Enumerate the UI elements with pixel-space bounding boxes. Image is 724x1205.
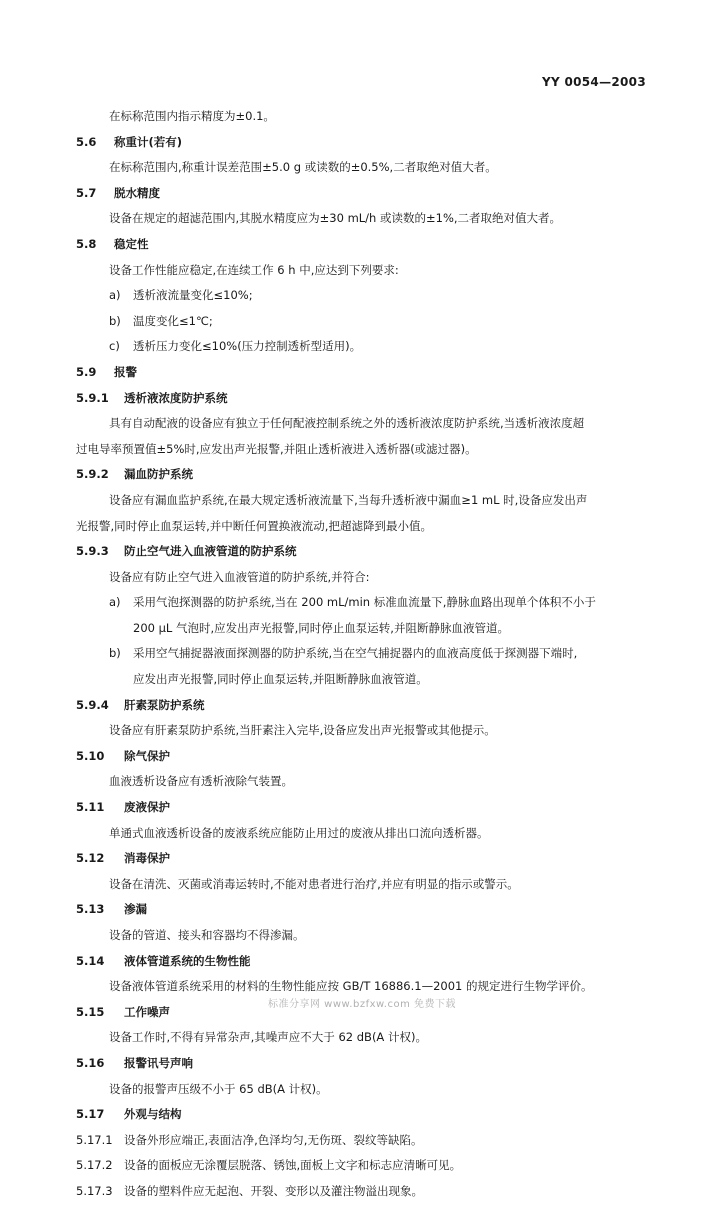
section-number: 5.12 (76, 851, 105, 866)
list-item (109, 283, 656, 309)
section-title: 工作噪声 (124, 1004, 170, 1019)
section-number: 5.8 (76, 236, 97, 251)
section-number: 5.9.1 (76, 390, 109, 405)
section-number: 5.7 (76, 185, 97, 200)
paragraph: 设备在清洗、灭菌或消毒运转时,不能对患者进行治疗,并应有明显的指示或警示。 (109, 876, 519, 891)
clause-text: 设备的塑料件应无起泡、开裂、变形以及灌注物溢出现象。 (124, 1183, 423, 1198)
list-marker: a) (109, 595, 121, 610)
section-number: 5.14 (76, 953, 105, 968)
clause (76, 1128, 656, 1154)
paragraph: 在标称范围内,称重计误差范围±5.0 g 或读数的±0.5%,二者取绝对值大者。 (109, 160, 497, 175)
watermark-footer: 标准分享网 www.bzfxw.com 免费下载 (268, 999, 456, 1010)
section-number: 5.13 (76, 902, 105, 917)
clause (76, 1153, 656, 1179)
section-number: 5.9.4 (76, 697, 109, 712)
section-heading (76, 897, 656, 923)
list-item-text: 透析压力变化≤10%(压力控制透析型适用)。 (133, 339, 362, 354)
document-body (76, 104, 656, 1205)
section-title: 脱水精度 (114, 185, 160, 200)
section-title: 外观与结构 (124, 1107, 182, 1122)
paragraph: 设备在规定的超滤范围内,其脱水精度应为±30 mL/h 或读数的±1%,二者取绝对值大者。 (109, 211, 562, 226)
clause-text: 设备的面板应无涂覆层脱落、锈蚀,面板上文字和标志应清晰可见。 (124, 1158, 462, 1173)
list-item (109, 641, 656, 667)
list-marker: c) (109, 339, 120, 354)
section-number: 5.9 (76, 364, 97, 379)
list-item-text: 温度变化≤1℃; (133, 313, 213, 328)
section-heading (76, 1051, 656, 1077)
clause-number: 5.17.1 (76, 1132, 113, 1147)
section-heading (76, 744, 656, 770)
section-heading (76, 949, 656, 975)
section-heading (76, 539, 656, 565)
section-number: 5.17 (76, 1107, 105, 1122)
paragraph: 单通式血液透析设备的废液系统应能防止用过的废液从排出口流向透析器。 (109, 825, 489, 840)
section-title: 防止空气进入血液管道的防护系统 (124, 544, 297, 559)
paragraph-continuation: 过电导率预置值±5%时,应发出声光报警,并阻止透析液进入透析器(或滤过器)。 (76, 441, 477, 456)
section-number: 5.16 (76, 1055, 105, 1070)
section-heading (76, 130, 656, 156)
section-title: 漏血防护系统 (124, 467, 193, 482)
section-title: 报警 (114, 364, 137, 379)
section-heading (76, 181, 656, 207)
paragraph: 设备应有漏血监护系统,在最大规定透析液流量下,当每升透析液中漏血≥1 mL 时,设备应发出声 (109, 492, 588, 507)
section-title: 称重计(若有) (114, 134, 183, 149)
section-title: 液体管道系统的生物性能 (124, 953, 251, 968)
section-heading (76, 360, 656, 386)
standard-number: YY 0054—2003 (542, 75, 646, 89)
paragraph: 设备应有肝素泵防护系统,当肝素注入完毕,设备应发出声光报警或其他提示。 (109, 723, 496, 738)
section-title: 废液保护 (124, 800, 170, 815)
list-item-continuation: 应发出声光报警,同时停止血泵运转,并阻断静脉血液管道。 (133, 672, 428, 687)
section-title: 除气保护 (124, 748, 170, 763)
section-heading (76, 1102, 656, 1128)
section-heading (76, 232, 656, 258)
section-number: 5.9.3 (76, 544, 109, 559)
clause-text: 设备外形应端正,表面洁净,色泽均匀,无伤斑、裂纹等缺陷。 (124, 1132, 423, 1147)
paragraph: 设备液体管道系统采用的材料的生物性能应按 GB/T 16886.1—2001 的规定进行生物学评价。 (109, 979, 593, 994)
section-title: 肝素泵防护系统 (124, 697, 205, 712)
list-marker: b) (109, 313, 121, 328)
paragraph: 血液透析设备应有透析液除气装置。 (109, 774, 293, 789)
clause-number: 5.17.2 (76, 1158, 113, 1173)
section-number: 5.9.2 (76, 467, 109, 482)
section-heading (76, 846, 656, 872)
paragraph: 设备应有防止空气进入血液管道的防护系统,并符合: (109, 569, 370, 584)
clause (76, 1179, 656, 1205)
section-title: 消毒保护 (124, 851, 170, 866)
section-title: 报警讯号声响 (124, 1055, 193, 1070)
list-item-continuation: 200 μL 气泡时,应发出声光报警,同时停止血泵运转,并阻断静脉血液管道。 (133, 620, 509, 635)
section-number: 5.10 (76, 748, 105, 763)
section-heading (76, 386, 656, 412)
section-heading (76, 693, 656, 719)
paragraph-continuation: 光报警,同时停止血泵运转,并中断任何置换液流动,把超滤降到最小值。 (76, 518, 432, 533)
section-title: 稳定性 (114, 236, 149, 251)
paragraph: 设备的管道、接头和容器均不得渗漏。 (109, 928, 305, 942)
paragraph: 具有自动配液的设备应有独立于任何配液控制系统之外的透析液浓度防护系统,当透析液浓度超 (109, 416, 585, 431)
list-item (109, 334, 656, 360)
list-marker: a) (109, 288, 121, 303)
list-item-text: 采用气泡探测器的防护系统,当在 200 mL/min 标准血流量下,静脉血路出现单个体积不小于 (133, 595, 596, 610)
list-marker: b) (109, 646, 121, 661)
paragraph: 设备的报警声压级不小于 65 dB(A 计权)。 (109, 1081, 328, 1096)
section-number: 5.11 (76, 800, 105, 815)
paragraph: 设备工作时,不得有异常杂声,其噪声应不大于 62 dB(A 计权)。 (109, 1030, 427, 1045)
section-title: 透析液浓度防护系统 (124, 390, 228, 405)
section-number: 5.6 (76, 134, 97, 149)
clause-number: 5.17.3 (76, 1183, 113, 1198)
section-heading (76, 462, 656, 488)
section-title: 渗漏 (124, 902, 147, 917)
section-heading (76, 795, 656, 821)
list-item-text: 采用空气捕捉器液面探测器的防护系统,当在空气捕捉器内的血液高度低于探测器下端时, (133, 646, 578, 661)
paragraph: 设备工作性能应稳定,在连续工作 6 h 中,应达到下列要求: (109, 262, 399, 277)
list-item (109, 309, 656, 335)
list-item-text: 透析液流量变化≤10%; (133, 288, 253, 303)
paragraph-continuation: 在标称范围内指示精度为±0.1。 (109, 109, 275, 123)
section-number: 5.15 (76, 1004, 105, 1019)
list-item (109, 590, 656, 616)
